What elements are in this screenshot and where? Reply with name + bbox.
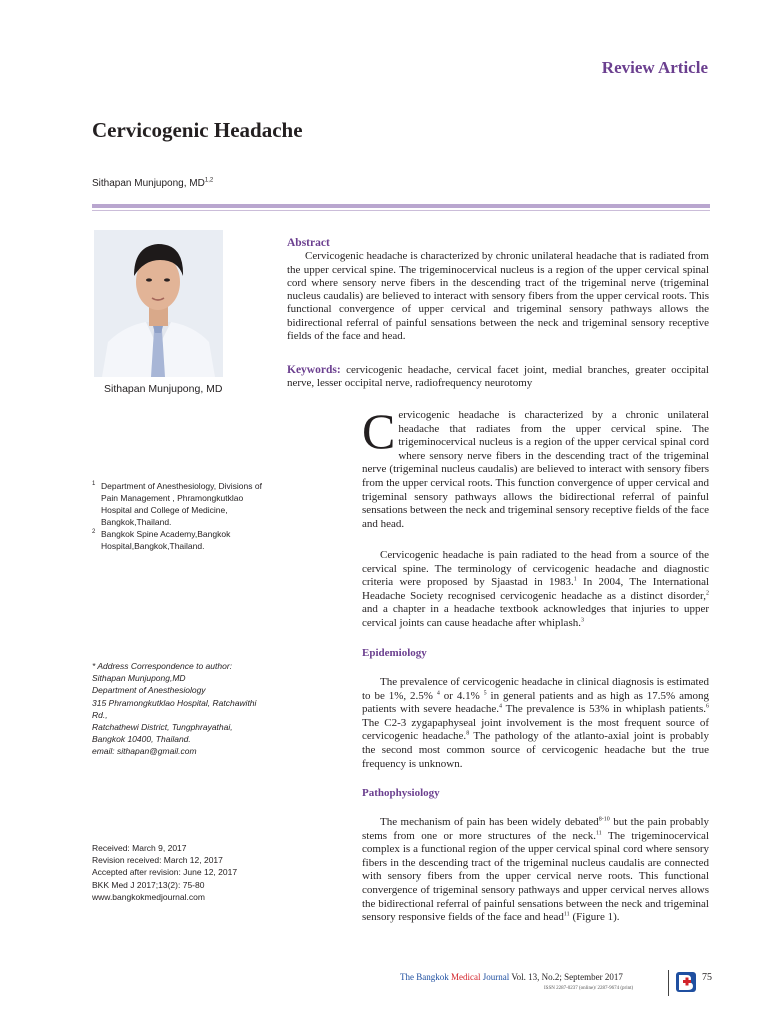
footer-divider xyxy=(668,970,669,996)
author-line: Sithapan Munjupong, MD$^{1,2}$ xyxy=(92,177,214,189)
journal-logo-icon xyxy=(675,971,697,993)
abstract-text: Cervicogenic headache is characterized by chronic unilateral headache that is radiated from the upper cervical spine. The trigeminocervical nucleus is a region of the upper cervical spinal cord where sensory nerve fibers in the descending tract of the trigeminal nerve (trigeminal nucleus caudalis) are believed to interact with sensory fibers from the upper cervical roots. This functional convergence of upper cervical and trigeminal sensory pathways allows the bidirectional referral of painful sensations between the neck and trigeminal sensory receptive fields of the face and head. xyxy=(287,250,709,343)
keywords xyxy=(287,364,709,391)
body-paragraph: Cervicogenic headache is pain radiated to the head from a source of the cervical spine. The terminology of cervicogenic headache and diagnostic criteria were proposed by Sjaastad in 1983.$^1$ In 2004, The International Headache Society recognised cervicogenic headache as a distinct disorder,$^2$ and a chapter in a headache textbook acknowledges that injuries to upper cervical joints can cause headache after whiplash.$^3$ xyxy=(362,549,710,629)
affiliation-item: 2 Bangkok Spine Academy,Bangkok Hospital,Bangkok,Thailand. xyxy=(92,529,231,551)
keywords-text: cervicogenic headache, cervical facet joint, medial branches, greater occipital nerve, lesser occipital nerve, radiofrequency neurotomy xyxy=(287,364,709,390)
author-photo xyxy=(94,230,223,377)
header-rule xyxy=(92,204,710,208)
footer-journal-line: The Bangkok Medical Journal Vol. 13, No.2; September 2017 xyxy=(400,972,623,982)
affiliations xyxy=(92,480,272,552)
intro-paragraph: Cervicogenic headache is characterized by a chronic unilateral headache that radiates from the upper cervical spine. The trigeminocervical nucleus is a region of the upper cervical spinal cord where sensory nerve fibers in the descending tract of the trigeminal nerve (trigeminal nucleus caudalis) are believed to interact with sensory fibers from the upper cervical roots. This function convergence of upper cervical and trigeminal sensory pathways allows the bidirectional referral of painful sensations between the neck and trigeminal sensory receptive fields of the face and head. xyxy=(362,403,709,530)
section-heading-pathophysiology: Pathophysiology xyxy=(362,787,440,799)
header-rule-thin xyxy=(92,210,710,211)
dates-block: Received: March 9, 2017 Revision received: March 12, 2017 Accepted after revision: June 12, 2017 BKK Med J 2017;13(2): 75-80 www.bangkokmedjournal.com xyxy=(92,842,272,903)
pathophysiology-paragraph: The mechanism of pain has been widely debated$^{8-10}$ but the pain probably stems from one or more structures of the neck.$^{11}$ The trigeminocervical complex is a functional region of the upper cervical spinal cord where sensory fibers in the descending tract of the trigeminal nucleus caudalis are connected with sensory fibers from the upper cervical nerve roots. This functional convergence of trigeminal sensory pathways and upper cervical nerves allows the bidirectional referral of painful sensations between the neck and trigeminal sensory responsive fields of the face and head$^{11}$ (Figure 1). xyxy=(362,816,709,924)
author-affiliation-sup: 1,2 xyxy=(204,177,214,184)
section-label: Review Article xyxy=(601,58,708,77)
article-title: Cervicogenic Headache xyxy=(92,118,303,142)
epidemiology-paragraph: The prevalence of cervicogenic headache in clinical diagnosis is estimated to be 1%, 2.5% $^4$ or 4.1% $^5$ in general patients and as high as 17.5% among patients with severe headache.$^4$ The prevalence is 53% in whiplash patients.$^6$ The C2-3 zygapaphyseal joint involvement is the most frequent source of cervicogenic headache.$^8$ The pathology of the atlanto-axial joint is probably the second most common source of cervicogenic headache but the true frequency is unknown. xyxy=(362,676,710,770)
abstract xyxy=(287,237,709,343)
section-heading-epidemiology: Epidemiology xyxy=(362,647,427,659)
photo-caption: Sithapan Munjupong, MD xyxy=(104,383,223,395)
drop-cap: C xyxy=(362,403,396,459)
correspondence-email[interactable]: email: sithapan@gmail.com xyxy=(92,746,197,757)
abstract-heading: Abstract xyxy=(287,237,330,249)
keywords-label: Keywords: xyxy=(287,364,341,376)
affiliation-item: 1 Department of Anesthesiology, Divisions of Pain Management , Phramongkutklao Hospital and College of Medicine, Bangkok,Thailand. xyxy=(92,481,262,527)
correspondence-block: * Address Correspondence to author: Sithapan Munjupong,MD Department of Anesthesiology 315 Phramongkutklao Hospital, Ratchawithi Rd., Ratchathewi District, Tungphrayathai, Bangkok 10400, Thailand. email: sithapan@gmail.com xyxy=(92,660,272,758)
footer-issn: ISSN 2287-0237 (online)/ 2287-9674 (print) xyxy=(544,986,634,991)
page-number: 75 xyxy=(702,972,712,983)
journal-website-link[interactable]: www.bangkokmedjournal.com xyxy=(92,891,205,902)
